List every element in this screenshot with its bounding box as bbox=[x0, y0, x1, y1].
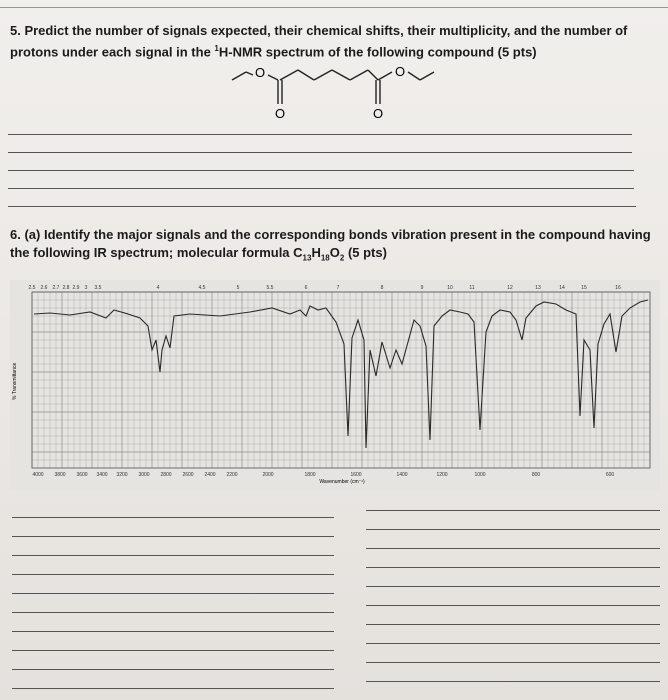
ir-bottom-tick-label: 1200 bbox=[436, 472, 448, 478]
atom-carbonyl-oxygen-left: O bbox=[274, 106, 286, 121]
question-6-part: (a) bbox=[24, 227, 41, 242]
ir-bottom-tick-label: 1000 bbox=[474, 472, 486, 478]
answer-line[interactable] bbox=[366, 624, 660, 625]
ir-top-tick-label: 4.5 bbox=[198, 285, 206, 291]
ir-spectrum bbox=[10, 280, 660, 490]
answer-line[interactable] bbox=[366, 586, 660, 587]
ir-x-axis-label: Wavenumber (cm⁻¹) bbox=[319, 479, 365, 485]
ir-bottom-tick-label: 3200 bbox=[116, 472, 128, 478]
molecule-structure bbox=[228, 58, 448, 128]
atom-carbonyl-oxygen-right: O bbox=[372, 106, 384, 121]
answer-line[interactable] bbox=[12, 612, 334, 613]
ir-top-tick-label: 3.5 bbox=[94, 285, 102, 291]
answer-line[interactable] bbox=[12, 669, 334, 670]
answer-line[interactable] bbox=[8, 188, 634, 189]
answer-line[interactable] bbox=[366, 529, 660, 530]
answer-line[interactable] bbox=[12, 688, 334, 689]
ir-top-tick-label: 7 bbox=[336, 285, 340, 291]
ir-top-tick-label: 2.5 bbox=[28, 285, 36, 291]
answer-line[interactable] bbox=[366, 548, 660, 549]
ir-bottom-tick-label: 4000 bbox=[32, 472, 44, 478]
ir-bottom-tick-label: 2800 bbox=[160, 472, 172, 478]
ir-top-tick-label: 8 bbox=[380, 285, 384, 291]
answer-line[interactable] bbox=[366, 605, 660, 606]
answer-line[interactable] bbox=[366, 681, 660, 682]
ir-top-tick-label: 15 bbox=[581, 285, 587, 291]
question-6-text: Identify the major signals and the corresponding bonds vibration present in the compound having the following IR spectrum; molecular formula bbox=[10, 227, 651, 260]
ir-y-axis-label: % Transmittance bbox=[12, 362, 18, 400]
ir-top-tick-label: 16 bbox=[615, 285, 621, 291]
answer-line[interactable] bbox=[12, 536, 334, 537]
answer-line[interactable] bbox=[12, 574, 334, 575]
answer-line[interactable] bbox=[12, 631, 334, 632]
ir-bottom-tick-label: 1600 bbox=[350, 472, 362, 478]
answer-line[interactable] bbox=[8, 134, 632, 135]
ir-bottom-tick-label: 3600 bbox=[76, 472, 88, 478]
ir-top-tick-label: 3 bbox=[84, 285, 88, 291]
molecular-formula: $C_{13}H_{18}O_2$ bbox=[293, 245, 345, 263]
answer-line[interactable] bbox=[8, 152, 632, 153]
ir-bottom-tick-label: 600 bbox=[605, 472, 615, 478]
ir-top-tick-label: 2.7 bbox=[52, 285, 60, 291]
ir-bottom-tick-label: 2000 bbox=[262, 472, 274, 478]
ir-bottom-tick-label: 2400 bbox=[204, 472, 216, 478]
ir-top-tick-label: 2.8 bbox=[62, 285, 70, 291]
answer-line[interactable] bbox=[12, 517, 334, 518]
question-6 bbox=[10, 226, 660, 268]
ir-top-tick-label: 11 bbox=[469, 285, 475, 291]
atom-ester-oxygen-right: O bbox=[394, 64, 406, 79]
superscript-1: 1 bbox=[214, 44, 219, 53]
ir-top-tick-label: 5 bbox=[236, 285, 240, 291]
answer-line[interactable] bbox=[366, 567, 660, 568]
ir-bottom-tick-label: 3000 bbox=[138, 472, 150, 478]
ir-top-tick-label: 13 bbox=[535, 285, 541, 291]
ir-top-tick-label: 12 bbox=[507, 285, 513, 291]
answer-line[interactable] bbox=[12, 555, 334, 556]
ir-top-tick-label: 2.9 bbox=[72, 285, 80, 291]
ir-bottom-tick-label: 3800 bbox=[54, 472, 66, 478]
answer-line[interactable] bbox=[12, 593, 334, 594]
answer-line[interactable] bbox=[12, 650, 334, 651]
answer-line[interactable] bbox=[366, 643, 660, 644]
question-6-prefix: 6. bbox=[10, 227, 25, 242]
ir-top-tick-label: 6 bbox=[304, 285, 308, 291]
ir-bottom-tick-label: 2200 bbox=[226, 472, 238, 478]
ir-top-tick-label: 4 bbox=[156, 285, 160, 291]
question-5-text-end: H-NMR spectrum of the following compound (5 pts) bbox=[218, 44, 537, 60]
ir-bottom-tick-label: 1400 bbox=[396, 472, 408, 478]
ir-bottom-tick-label: 1800 bbox=[304, 472, 316, 478]
ir-top-tick-label: 14 bbox=[559, 285, 565, 291]
ir-top-tick-label: 2.6 bbox=[40, 285, 48, 291]
top-rule bbox=[0, 7, 668, 8]
atom-ester-oxygen-left: O bbox=[254, 65, 266, 80]
ir-bottom-tick-label: 800 bbox=[531, 472, 541, 478]
ir-top-tick-label: 10 bbox=[447, 285, 453, 291]
answer-line[interactable] bbox=[366, 662, 660, 663]
ir-top-tick-label: 9 bbox=[420, 285, 424, 291]
answer-line[interactable] bbox=[8, 206, 636, 207]
answer-line[interactable] bbox=[366, 510, 660, 511]
ir-bottom-tick-label: 3400 bbox=[96, 472, 108, 478]
answer-line[interactable] bbox=[8, 170, 634, 171]
question-6-points: (5 pts) bbox=[344, 245, 387, 260]
ir-top-tick-label: 5.5 bbox=[266, 285, 274, 291]
ir-bottom-tick-label: 2600 bbox=[182, 472, 194, 478]
ir-background bbox=[10, 280, 660, 490]
question-5 bbox=[10, 22, 650, 61]
question-5-text: 5. Predict the number of signals expected, their chemical shifts, their multiplicity, and the number of protons under each signal in the bbox=[10, 23, 628, 60]
